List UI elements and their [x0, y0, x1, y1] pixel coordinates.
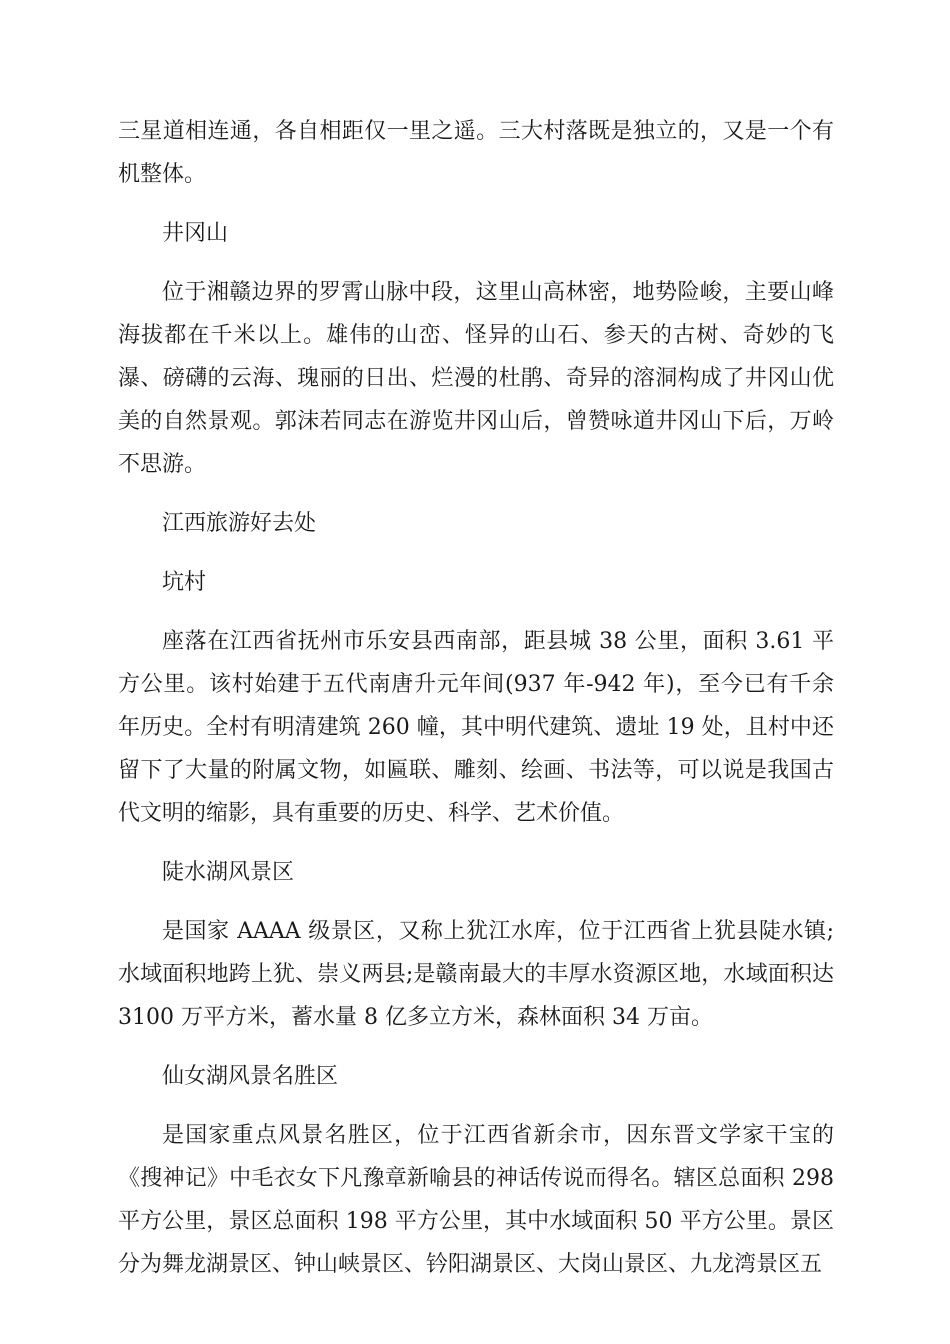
heading-kengcun: 坑村: [162, 570, 207, 595]
paragraph-continuation: 三星道相连通，各自相距仅一里之遥。三大村落既是独立的，又是一个有机整体。: [118, 119, 834, 187]
heading-jiangxi-travel: 江西旅游好去处: [162, 511, 317, 536]
paragraph-doushuihu: 是国家 AAAA 级景区，又称上犹江水库，位于江西省上犹县陡水镇;水域面积地跨上犹、崇义两县;是赣南最大的丰厚水资源区地，水域面积达 3100 万平方米，蓄水量 8 亿多立方米，森林面积 34 万亩。: [118, 919, 834, 1030]
paragraph-jinggangshan: 位于湘赣边界的罗霄山脉中段，这里山高林密，地势险峻，主要山峰海拔都在千米以上。雄伟的山峦、怪异的山石、参天的古树、奇妙的飞瀑、磅礴的云海、瑰丽的日出、烂漫的杜鹃、奇异的溶洞构成了井冈山优美的自然景观。郭沫若同志在游览井冈山后，曾赞咏道井冈山下后，万岭不思游。: [118, 280, 834, 477]
paragraph-xiannvhu: 是国家重点风景名胜区，位于江西省新余市，因东晋文学家干宝的《搜神记》中毛衣女下凡豫章新喻县的神话传说而得名。辖区总面积 298 平方公里，景区总面积 198 平方公里，其中水域面积 50 平方公里。景区分为舞龙湖景区、钟山峡景区、钤阳湖景区、大岗山景区、九龙湾景区五: [118, 1123, 834, 1277]
paragraph-kengcun: 座落在江西省抚州市乐安县西南部，距县城 38 公里，面积 3.61 平方公里。该村始建于五代南唐升元年间(937 年-942 年)，至今已有千余年历史。全村有明清建筑 260 幢，其中明代建筑、遗址 19 处，且村中还留下了大量的附属文物，如匾联、雕刻、绘画、书法等，可以说是我国古代文明的缩影，具有重要的历史、科学、艺术价值。: [118, 629, 834, 826]
heading-jinggangshan: 井冈山: [162, 221, 229, 246]
heading-doushuihu: 陡水湖风景区: [162, 860, 295, 885]
heading-xiannvhu: 仙女湖风景名胜区: [162, 1064, 339, 1089]
document-body: [118, 110, 834, 1302]
